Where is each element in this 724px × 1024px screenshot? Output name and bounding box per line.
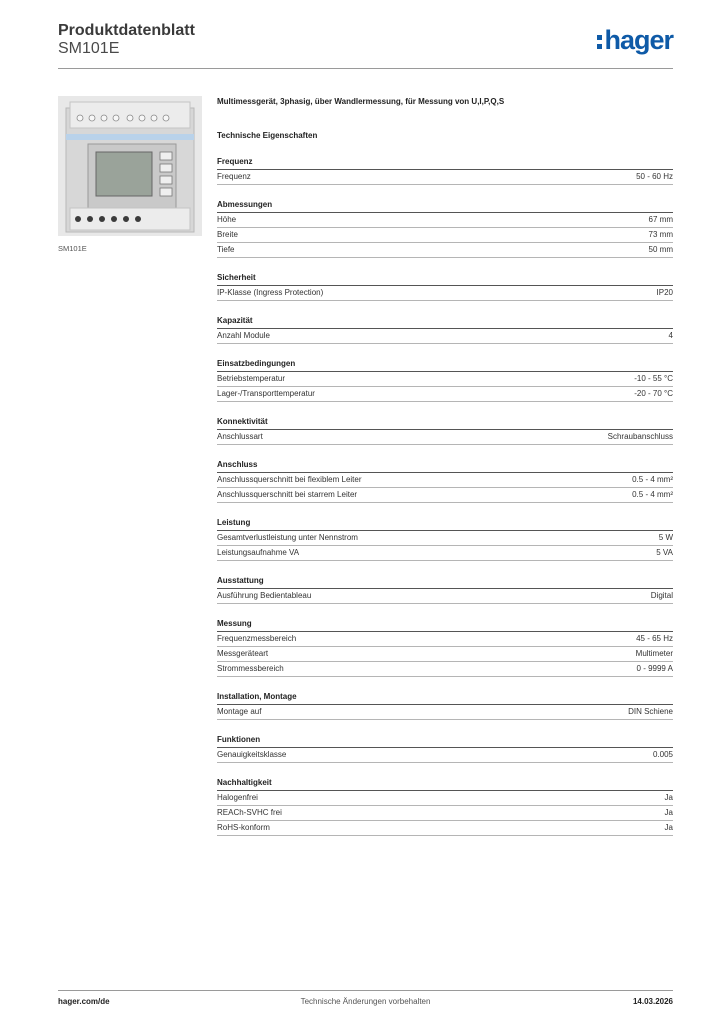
property-label: Leistungsaufnahme VA [217, 548, 300, 557]
property-section [217, 459, 673, 503]
property-section [217, 416, 673, 445]
property-value: 50 mm [648, 245, 673, 254]
property-section [217, 618, 673, 677]
property-row [217, 748, 673, 763]
property-row [217, 430, 673, 445]
property-label: Genauigkeitsklasse [217, 750, 287, 759]
property-row [217, 791, 673, 806]
property-label: Lager-/Transporttemperatur [217, 389, 315, 398]
technical-properties-heading: Technische Eigenschaften [217, 131, 318, 140]
section-heading: Ausstattung [217, 575, 673, 589]
section-heading: Leistung [217, 517, 673, 531]
property-section [217, 156, 673, 185]
property-label: Anzahl Module [217, 331, 270, 340]
property-row [217, 243, 673, 258]
property-value: 5 VA [656, 548, 673, 557]
property-label: Ausführung Bedientableau [217, 591, 312, 600]
property-row [217, 662, 673, 677]
property-row [217, 473, 673, 488]
property-row [217, 531, 673, 546]
section-heading: Funktionen [217, 734, 673, 748]
section-heading: Einsatzbedingungen [217, 358, 673, 372]
header-divider [58, 68, 673, 69]
property-value: Ja [664, 793, 673, 802]
property-row [217, 170, 673, 185]
property-label: RoHS-konform [217, 823, 270, 832]
page-subtitle: SM101E [58, 40, 120, 57]
property-label: Frequenz [217, 172, 251, 181]
property-label: Gesamtverlustleistung unter Nennstrom [217, 533, 358, 542]
section-heading: Abmessungen [217, 199, 673, 213]
image-caption: SM101E [58, 244, 87, 253]
logo-mark [597, 35, 602, 49]
property-row [217, 387, 673, 402]
property-value: 0.5 - 4 mm² [632, 475, 673, 484]
property-label: Anschlussart [217, 432, 263, 441]
property-section [217, 575, 673, 604]
section-heading: Sicherheit [217, 272, 673, 286]
property-value: IP20 [656, 288, 673, 297]
property-row [217, 806, 673, 821]
property-section [217, 734, 673, 763]
section-heading: Konnektivität [217, 416, 673, 430]
section-heading: Nachhaltigkeit [217, 777, 673, 791]
property-value: Ja [664, 808, 673, 817]
property-section [217, 517, 673, 561]
property-section [217, 315, 673, 344]
property-sections [217, 156, 673, 836]
property-value: Multimeter [635, 649, 673, 658]
property-label: Anschlussquerschnitt bei flexiblem Leiter [217, 475, 362, 484]
property-value: Digital [650, 591, 673, 600]
property-value: -20 - 70 °C [634, 389, 673, 398]
property-value: 4 [668, 331, 673, 340]
property-label: REACh-SVHC frei [217, 808, 282, 817]
property-value: Ja [664, 823, 673, 832]
property-value: 0 - 9999 A [636, 664, 673, 673]
property-label: Strommessbereich [217, 664, 284, 673]
logo-text: hager [604, 24, 673, 55]
property-value: 45 - 65 Hz [636, 634, 673, 643]
property-value: DIN Schiene [628, 707, 673, 716]
property-label: Halogenfrei [217, 793, 258, 802]
section-heading: Installation, Montage [217, 691, 673, 705]
property-row [217, 488, 673, 503]
footer-disclaimer: Technische Änderungen vorbehalten [300, 997, 431, 1006]
page-header [58, 22, 673, 68]
property-row [217, 286, 673, 301]
section-heading: Anschluss [217, 459, 673, 473]
section-heading: Frequenz [217, 156, 673, 170]
property-label: Messgeräteart [217, 649, 269, 658]
property-value: 5 W [658, 533, 673, 542]
property-label: Breite [217, 230, 238, 239]
property-row [217, 705, 673, 720]
property-label: Montage auf [217, 707, 262, 716]
property-row [217, 647, 673, 662]
property-section [217, 199, 673, 258]
property-value: 67 mm [648, 215, 673, 224]
page-footer [58, 997, 673, 1009]
property-label: IP-Klasse (Ingress Protection) [217, 288, 324, 297]
footer-date: 14.03.2026 [632, 997, 673, 1006]
property-value: Schraubanschluss [607, 432, 673, 441]
section-heading: Messung [217, 618, 673, 632]
property-row [217, 632, 673, 647]
property-row [217, 213, 673, 228]
property-row [217, 372, 673, 387]
property-row [217, 546, 673, 561]
multimeter-device-image [58, 96, 202, 236]
property-value: 0.5 - 4 mm² [632, 490, 673, 499]
hager-logo [597, 26, 673, 54]
property-value: 73 mm [648, 230, 673, 239]
page-title: Produktdatenblatt [58, 22, 195, 39]
footer-website: hager.com/de [58, 997, 110, 1006]
property-value: -10 - 55 °C [634, 374, 673, 383]
property-row [217, 329, 673, 344]
product-image [58, 96, 202, 236]
datasheet-content [217, 96, 673, 836]
section-heading: Kapazität [217, 315, 673, 329]
property-label: Anschlussquerschnitt bei starrem Leiter [217, 490, 358, 499]
property-value: 50 - 60 Hz [636, 172, 673, 181]
property-section [217, 691, 673, 720]
property-section [217, 777, 673, 836]
product-description: Multimessgerät, 3phasig, über Wandlermessung, für Messung von U,I,P,Q,S [217, 97, 505, 106]
property-value: 0.005 [652, 750, 673, 759]
property-label: Betriebstemperatur [217, 374, 286, 383]
property-row [217, 228, 673, 243]
property-row [217, 589, 673, 604]
property-label: Höhe [217, 215, 237, 224]
property-section [217, 272, 673, 301]
property-row [217, 821, 673, 836]
property-section [217, 358, 673, 402]
property-label: Tiefe [217, 245, 235, 254]
property-label: Frequenzmessbereich [217, 634, 297, 643]
footer-divider [58, 990, 673, 991]
